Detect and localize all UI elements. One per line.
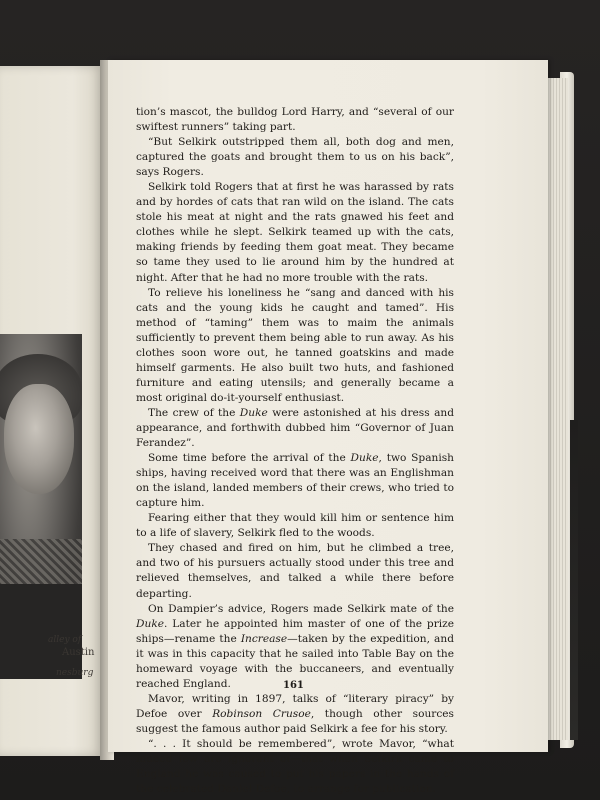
paragraph (136, 135, 454, 180)
paragraph-text: , though other sources suggest the famous author paid Selkirk a fee for his story. (136, 707, 454, 735)
paragraph (136, 105, 454, 135)
photo-caption-line2: Austin (62, 647, 95, 658)
paragraph (136, 180, 454, 285)
paragraph-text: . Later he appointed him master of one of the prize ships—rename the (136, 617, 454, 645)
paragraph-text: Some time before the arrival of the (148, 452, 351, 465)
photo-caption-line3: nesburg (56, 668, 94, 678)
page-body-text (136, 105, 454, 797)
portrait-face (4, 384, 74, 494)
portrait-dress (0, 584, 82, 679)
paragraph-text: To relieve his loneliness he “sang and danced with his cats and the young kids he caught and tamed”. His method of “taming” them was to maim the animals sufficiently to prevent them being able to run away. As his clothes soon wore out, he tanned goatskins and made himself garments. He also built two huts, and fashioned furniture and eating utensils; and generally became a most original do-it-yourself enthusiast. (136, 286, 454, 404)
paragraph-text: “But Selkirk outstripped them all, both dog and men, captured the goats and brought them to us on his back”, says Rogers. (136, 136, 454, 179)
paragraph (136, 406, 454, 451)
paragraph (136, 541, 454, 601)
paragraph (136, 286, 454, 406)
paragraph (136, 451, 454, 511)
paragraph-text: Fearing either that they would kill him or sentence him to a life of slavery, Selkirk fled to the woods. (136, 512, 454, 540)
italic-text: Robinson Crusoe (212, 707, 311, 720)
paragraph-text: , two Spanish ships, having received word that there was an Englishman on the island, landed members of their crews, who tried to capture him. (136, 452, 454, 510)
paragraph-text: were astonished at his dress and appearance, and forthwith dubbed him “Governor of Juan Ferandez”. (136, 406, 454, 450)
book-cover-dark-band (570, 420, 578, 740)
paragraph (136, 692, 454, 737)
photo-caption-line1: alley of (48, 635, 82, 645)
page-block-edge (548, 78, 568, 740)
paragraph-text: “. . . It should be remembered”, wrote Mavor, “what indeed few are ignorant of—that when Selkirk came to England he was caused to put his papers in the hands of the celebrated Daniel Defoe, to arrange for publication. (136, 737, 454, 796)
paragraph-text: tion’s mascot, the bulldog Lord Harry, and “several of our swiftest runners” taking part. (136, 106, 454, 134)
italic-text: Duke (239, 406, 268, 419)
portrait-photo (0, 334, 82, 679)
paragraph-text: Selkirk told Rogers that at first he was harassed by rats and by hordes of cats that ran wild on the island. The cats stole his meat at night and the rats gnawed his feet and clothes while he slept. Selkirk teamed up with the cats, making friends by feeding them goat meat. They became so tame they used to lie around him by the hundred at night. After that he had no more trouble with the rats. (136, 181, 454, 284)
paragraph-text: —taken by the expedition, and it was in this capacity that he sailed into Table Bay on the homeward voyage with the buccaneers, and eventually reached England. (136, 632, 454, 690)
paragraph-text: Mavor, writing in 1897, talks of “literary piracy” by Defoe over (136, 692, 454, 720)
italic-text: Increase (240, 632, 288, 645)
paragraph (136, 511, 454, 541)
italic-text: Duke (136, 617, 165, 630)
paragraph-text: The crew of the (148, 406, 240, 419)
paragraph-text: On Dampier’s advice, Rogers made Selkirk mate of the (148, 602, 454, 615)
paragraph (136, 602, 454, 692)
page-number: 161 (283, 680, 304, 691)
italic-text: Duke (350, 452, 379, 465)
paragraph (136, 737, 454, 797)
paragraph-text: They chased and fired on him, but he climbed a tree, and two of his pursuers actually stood under this tree and relieved themselves, and talked a while there before departing. (136, 542, 454, 600)
